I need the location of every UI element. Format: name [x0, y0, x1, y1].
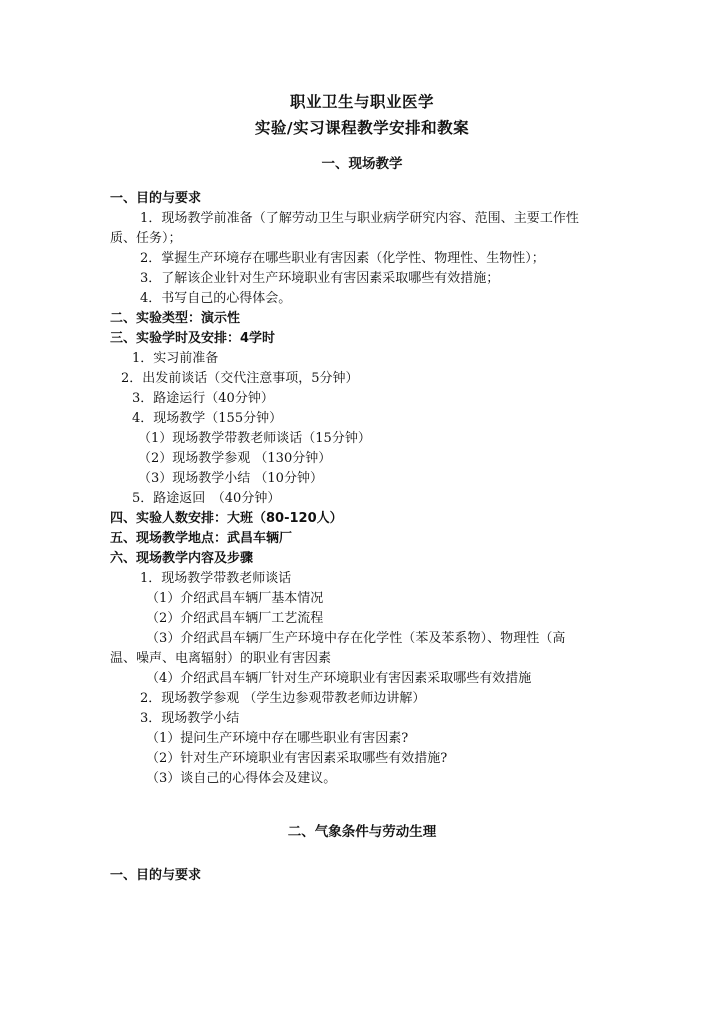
- text-line: （4）介绍武昌车辆厂针对生产环境职业有害因素采取哪些有效措施: [146, 671, 532, 686]
- text-line: 4．现场教学（155分钟）: [132, 411, 283, 426]
- text-line: 2．出发前谈话（交代注意事项，5分钟）: [121, 371, 359, 386]
- heading-objectives: 一、目的与要求: [110, 191, 202, 206]
- text-line: 1．现场教学带教老师谈话: [140, 571, 292, 586]
- section-title-climate-physiology: 二、气象条件与劳动生理: [287, 824, 437, 840]
- text-line: 质、任务）；: [110, 231, 182, 246]
- text-line: 1．实习前准备: [132, 351, 219, 366]
- text-line: （2）介绍武昌车辆厂工艺流程: [146, 611, 324, 626]
- text-line: （3）谈自己的心得体会及建议。: [146, 771, 337, 786]
- heading-location: 五、现场教学地点：武昌车辆厂: [110, 531, 293, 546]
- text-line: （1）介绍武昌车辆厂基本情况: [146, 591, 324, 606]
- heading-objectives-2: 一、目的与要求: [110, 868, 202, 883]
- heading-content-steps: 六、现场教学内容及步骤: [110, 551, 254, 566]
- text-line: 4．书写自己的心得体会。: [140, 291, 292, 306]
- text-line: （2）针对生产环境职业有害因素采取哪些有效措施?: [146, 751, 448, 766]
- heading-experiment-type: 二、实验类型：演示性: [110, 311, 241, 326]
- text-line: （3）介绍武昌车辆厂生产环境中存在化学性（苯及苯系物）、物理性（高: [146, 631, 566, 646]
- document-subtitle: 实验/实习课程教学安排和教案: [254, 119, 470, 137]
- text-line: 3．现场教学小结: [140, 711, 240, 726]
- document-title: 职业卫生与职业医学: [289, 93, 434, 111]
- text-line: （1）提问生产环境中存在哪些职业有害因素?: [146, 731, 409, 746]
- text-line: 1．现场教学前准备（了解劳动卫生与职业病学研究内容、范围、主要工作性: [140, 211, 579, 226]
- text-line: （2）现场教学参观 （130分钟）: [138, 451, 332, 466]
- text-line: （1）现场教学带教老师谈话（15分钟）: [138, 431, 371, 446]
- heading-headcount: 四、实验人数安排：大班（80-120人）: [110, 511, 343, 526]
- text-line: 2．掌握生产环境存在哪些职业有害因素（化学性、物理性、生物性）；: [140, 251, 545, 266]
- text-line: （3）现场教学小结 （10分钟）: [138, 471, 323, 486]
- text-line: 2．现场教学参观 （学生边参观带教老师边讲解）: [140, 691, 426, 706]
- text-line: 温、噪声、电离辐射）的职业有害因素: [110, 651, 332, 666]
- text-line: 3．了解该企业针对生产环境职业有害因素采取哪些有效措施；: [140, 271, 500, 286]
- text-line: 3．路途运行（40分钟）: [132, 391, 274, 406]
- heading-hours: 三、实验学时及安排：4学时: [110, 331, 276, 346]
- text-line: 5．路途返回 （40分钟）: [132, 491, 281, 506]
- section-title-field-teaching: 一、现场教学: [321, 156, 403, 172]
